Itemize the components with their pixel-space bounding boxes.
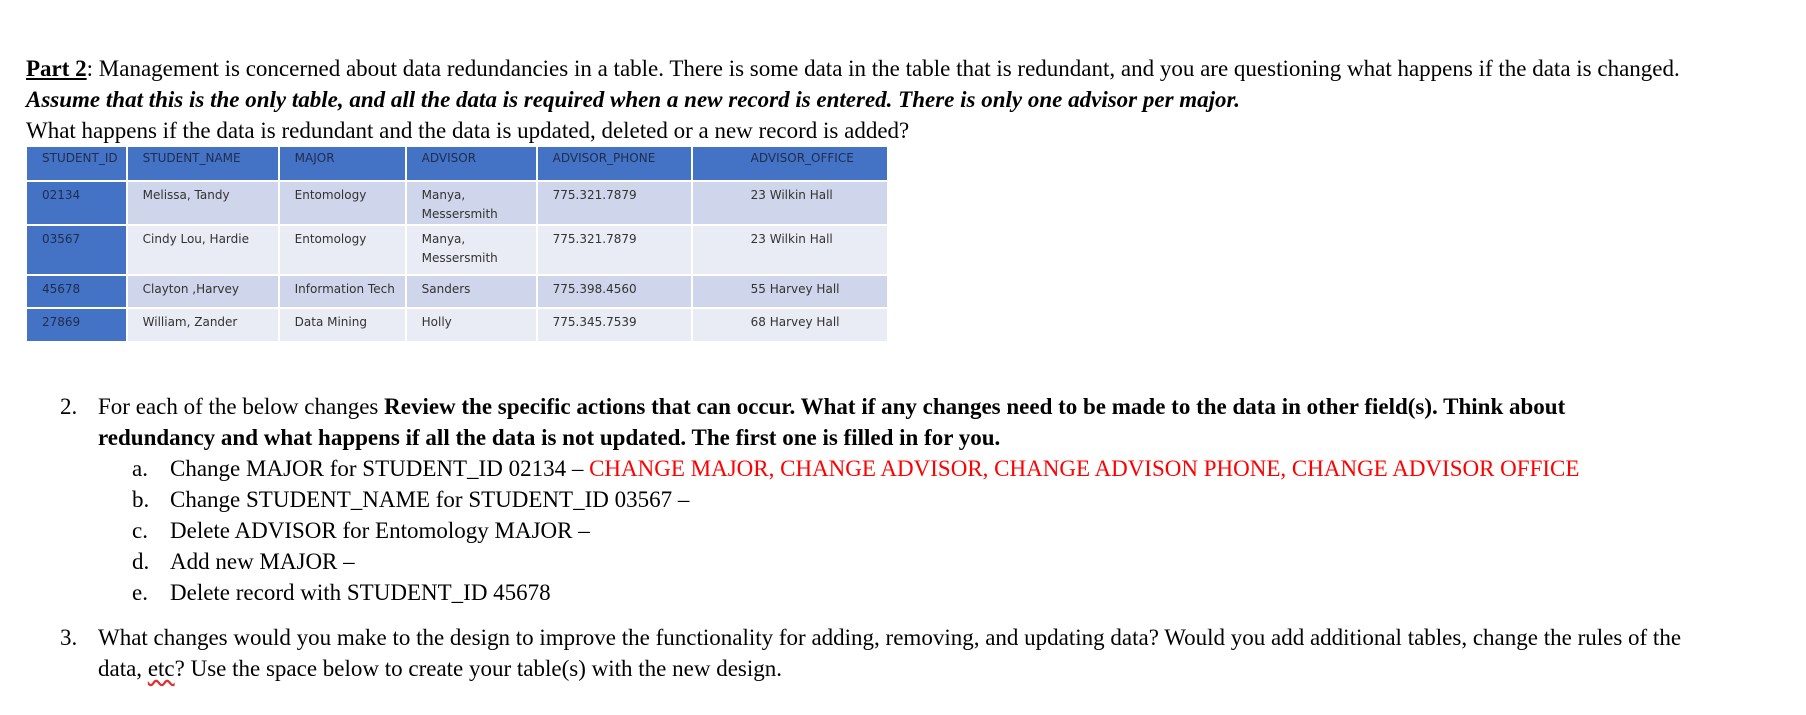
question-3-line1 — [60, 622, 1681, 653]
redundancy-table — [25, 145, 889, 343]
table-row — [26, 308, 888, 342]
item-letter: a. — [132, 456, 148, 481]
cell-major: Data Mining — [279, 308, 406, 342]
table-row — [26, 275, 888, 308]
cell-major: Information Tech — [279, 275, 406, 308]
cell-advisor-phone: 775.398.4560 — [537, 275, 692, 308]
cell-student-name: Melissa, Tandy — [127, 181, 279, 225]
question-3-line2 — [60, 653, 1681, 684]
header-student-name: STUDENT_NAME — [127, 146, 279, 181]
header-advisor: ADVISOR — [406, 146, 537, 181]
question-2-line1 — [60, 391, 1579, 422]
list-item — [60, 515, 1579, 546]
cell-advisor-office: 55 Harvey Hall — [692, 275, 888, 308]
item-text: Add new MAJOR – — [170, 549, 355, 574]
item-letter: d. — [132, 549, 150, 574]
part-label: Part 2 — [26, 56, 87, 81]
list-item — [60, 546, 1579, 577]
list-item — [60, 577, 1579, 608]
cell-advisor-phone: 775.321.7879 — [537, 181, 692, 225]
cell-major: Entomology — [279, 225, 406, 275]
question-3-block — [60, 622, 1681, 684]
item-text: Change STUDENT_NAME for STUDENT_ID 03567 – — [170, 487, 690, 512]
question-2-block — [60, 391, 1579, 608]
cell-student-name: Clayton ,Harvey — [127, 275, 279, 308]
question-3-post: ? Use the space below to create your table(s) with the new design. — [174, 656, 782, 681]
question-2-lead: For each of the below changes — [98, 394, 385, 419]
cell-advisor-office: 68 Harvey Hall — [692, 308, 888, 342]
cell-advisor-office: 23 Wilkin Hall — [692, 181, 888, 225]
item-answer: CHANGE MAJOR, CHANGE ADVISOR, CHANGE ADVISON PHONE, CHANGE ADVISOR OFFICE — [589, 456, 1580, 481]
cell-major: Entomology — [279, 181, 406, 225]
header-major: MAJOR — [279, 146, 406, 181]
question-number: 3. — [60, 625, 78, 650]
cell-advisor: Holly — [406, 308, 537, 342]
cell-student-name: Cindy Lou, Hardie — [127, 225, 279, 275]
item-text: Delete ADVISOR for Entomology MAJOR – — [170, 518, 590, 543]
cell-advisor-phone: 775.345.7539 — [537, 308, 692, 342]
intro-text: : Management is concerned about data redundancies in a table. There is some data in the table that is redundant, and you are questioning what happens if the data is changed. — [86, 56, 1680, 81]
header-advisor-phone: ADVISOR_PHONE — [537, 146, 692, 181]
question-number: 2. — [60, 394, 78, 419]
cell-advisor: Manya, Messersmith — [406, 225, 537, 275]
item-letter: b. — [132, 487, 150, 512]
cell-student-id: 03567 — [26, 225, 127, 275]
item-text: Change MAJOR for STUDENT_ID 02134 – — [170, 456, 590, 481]
table-row — [26, 225, 888, 275]
item-letter: c. — [132, 518, 148, 543]
assumption-text: Assume that this is the only table, and all the data is required when a new record is entered. There is only one advisor per major. — [26, 87, 1240, 112]
question-3-pre: data, — [98, 656, 148, 681]
header-advisor-office: ADVISOR_OFFICE — [692, 146, 888, 181]
cell-advisor: Sanders — [406, 275, 537, 308]
spellcheck-word: etc — [147, 656, 175, 681]
table-row — [26, 181, 888, 225]
item-text: Delete record with STUDENT_ID 45678 — [170, 580, 551, 605]
header-student-id: STUDENT_ID — [26, 146, 127, 181]
cell-student-name: William, Zander — [127, 308, 279, 342]
intro-paragraph — [26, 55, 1680, 83]
question-2-bold-2: redundancy and what happens if all the data is not updated. The first one is filled in for you. — [98, 425, 1001, 450]
question-text: What happens if the data is redundant and the data is updated, deleted or a new record is added? — [26, 118, 910, 143]
table-header-row — [26, 146, 888, 181]
cell-student-id: 45678 — [26, 275, 127, 308]
cell-advisor-phone: 775.321.7879 — [537, 225, 692, 275]
question-2-bold-1: Review the specific actions that can occur. What if any changes need to be made to the data in other field(s). Think about — [384, 394, 1566, 419]
list-item — [60, 453, 1579, 484]
cell-advisor-office: 23 Wilkin Hall — [692, 225, 888, 275]
cell-student-id: 02134 — [26, 181, 127, 225]
question-3-text: What changes would you make to the design to improve the functionality for adding, removing, and updating data? Would you add additional tables, change the rules of the — [98, 625, 1682, 650]
list-item — [60, 484, 1579, 515]
cell-student-id: 27869 — [26, 308, 127, 342]
cell-advisor: Manya, Messersmith — [406, 181, 537, 225]
item-letter: e. — [132, 580, 148, 605]
